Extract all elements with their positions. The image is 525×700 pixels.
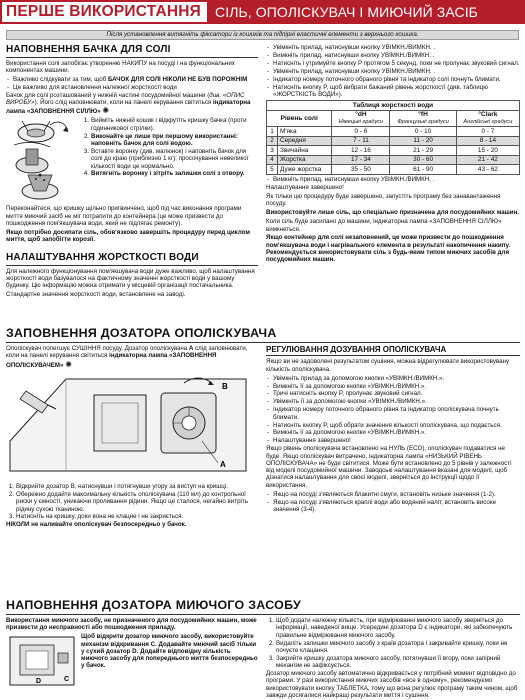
detergent-auto-note: Дозатор миючого засобу автоматично відкривається у потрібний момент відповідно до програми. У разі використання миючих засобів «все в одному», рекомендуємо використовувати кнопку ТАБЛЕТКА, тому що вона регулює програму таким чином, щоб завжди досягалися найкращі результати миття і сушіння.	[266, 669, 518, 699]
detergent-warning: Використання миючого засобу, не призначеного для посудомийних машин, може призвести до несправності або пошкодження приладу.	[6, 617, 257, 632]
page-title: ПЕРШЕ ВИКОРИСТАННЯ	[2, 2, 207, 22]
hardness-done: Налаштування завершено!	[266, 184, 344, 192]
hardness-title: НАЛАШТУВАННЯ ЖОРСТКОСТІ ВОДИ	[6, 252, 258, 266]
detergent-step: 2. Видаліть залишки миючого засобу з країв дозатора і закривайте кришку, поки не почуєте клацання.	[268, 639, 508, 654]
hardness-p1: Для належного функціонування пом'якшувача води дуже важливо, щоб налаштування жорсткості води базувалося на фактичному значенні жорсткості води у вашому будинку. Цю інформацію можна отримати у місцевій організації постачальника.	[6, 267, 255, 290]
table-row: 2 Середня 7 - 11 11 - 20 8 - 14	[267, 136, 520, 146]
salt-bullet: - Важливо слідкувати за тим, щоб БАЧОК ДЛЯ СОЛІ НІКОЛИ НЕ БУВ ПОРОЖНІМ	[6, 76, 258, 83]
salt-step: 4. Витягніть воронку і зітріть залишки солі з отвору.	[83, 170, 245, 178]
table-header-level: Рівень солі	[267, 110, 332, 126]
rinse-dispenser-illustration	[6, 371, 256, 481]
hardness-step: - Натисніть і утримуйте кнопку P протягом 5 секунд, поки не пролунає звуковий сигнал.	[266, 60, 520, 67]
salt-step: 1. Вийміть нижній кошик і відкрутіть кришку бачка (проти годинникової стрілки).	[83, 117, 247, 132]
hardness-step: - Вимкніть прилад, натиснувши кнопку УВІМКН./ВИМКН. .	[266, 52, 520, 59]
salt-bullet: - Це важливо для встановлення належної жорсткості води	[6, 84, 258, 91]
rinse-adjust-step: - Тричі натисніть кнопку P, пролунає звуковий сигнал.	[266, 390, 520, 397]
rinse-step: 1. Відкрийте дозатор B, натиснувши і потягнувши угору за виступ на кришці.	[8, 482, 228, 490]
detergent-box-row	[6, 633, 258, 689]
rinse-adjust-step: - Вимкніть її за допомогою кнопки «УВІМКН./ВИМКН.».	[266, 429, 520, 436]
hardness-step: - Натисніть кнопку P, щоб вибрати бажаний рівень жорсткості (див. таблицю «ЖОРСТКІСТЬ ВОДИ»).	[266, 84, 520, 99]
label-d: D	[36, 678, 42, 686]
hardness-indicator-off: Коли сіль буде засипано до машини, індикаторна лампа «ЗАПОВНЕННЯ СІЛЛЮ» вимкнеться.	[266, 218, 502, 233]
detergent-dispenser-illustration	[6, 633, 78, 689]
salt-intro: Використання солі запобігає утворенню НАКИПУ на посуді і на функціональних компонентах машини.	[6, 59, 235, 75]
hardness-warning: Якщо контейнер для солі незаповнений, це може призвести до пошкодження пом'якшувача води і нагрівального елемента в результаті накопичення накипу. Рекомендується використовувати сіль з будь-яким типом миючих засобів для посудомийних машин.	[266, 234, 511, 264]
hardness-step: - Вимкніть прилад, натиснувши кнопку УВІМКН./ВИМКН. .	[266, 176, 520, 183]
table-header-clark: °Clark Англійські градуси	[456, 110, 519, 126]
table-row: 4 Жорстка 17 - 34 30 - 60 21 - 42	[267, 155, 520, 165]
rinse-intro: Ополіскувач полегшує СУШІННЯ посуду. Дозатор ополіскувача A слід заповнювати, коли на панелі керування світиться індикаторна лампа «ЗАПОВНЕННЯ ОПОЛІСКУВАЧЕМ» ✺	[6, 345, 248, 369]
detergent-step: 3. Закрийте кришку дозатора миючого засобу, потягнувши її вгору, поки запірний механізм не зафіксується.	[268, 654, 501, 670]
detergent-steps	[266, 617, 520, 669]
rinse-section	[6, 345, 258, 593]
hardness-step: - Індикатор номеру поточного обраного рівня та індикатор солі почнуть блимати.	[266, 76, 520, 83]
water-hardness-table	[266, 100, 520, 175]
rinse-title: ЗАПОВНЕННЯ ДОЗАТОРА ОПОЛІСКУВАЧА	[6, 326, 520, 343]
rinse-adjust-title: РЕГУЛЮВАННЯ ДОЗУВАННЯ ОПОЛІСКУВАЧА	[266, 345, 520, 356]
rinse-adjust-step: - Увімкніть прилад за допомогою кнопки «УВІМКН./ВИМКН.».	[266, 375, 520, 382]
salt-container-illustration	[6, 117, 78, 205]
rinse-title-bar	[6, 326, 520, 343]
rinse-steps	[6, 483, 258, 521]
label-b: B	[222, 381, 228, 391]
table-row: 3 Звичайна 12 - 16 21 - 29 15 - 20	[267, 146, 520, 156]
hardness-section	[266, 44, 520, 322]
salt-location: Бачок для солі розташований у нижній частині посудомийної машини (див. «ОПИС ВИРОБУ»). Його слід наповнювати, коли на панелі керування світиться індикаторна лампа «ЗАПОВНЕННЯ СІЛЛЮ» ✺	[6, 91, 251, 116]
rinse-adjust-tip: - Якщо на посуді з'являються блакитні смуги, встановіть низьке значення (1-2).	[266, 491, 520, 498]
rinse-adjust-intro: Якщо ви не задоволені результатом сушіння, можна відрегулювати використовувану кількість ополіскувача.	[266, 358, 510, 373]
hardness-after-steps	[266, 176, 520, 183]
rinse-adjust-step: - Індикатор номеру поточного обраного рівня та індикатор ополіскувача почнуть блимати.	[266, 406, 520, 421]
hardness-salt-only: Використовуйте лише сіль, що спеціально призначена для посудомийних машин.	[266, 209, 520, 217]
rinse-warning: НІКОЛИ не наливайте ополіскувач безпосередньо у бачок.	[6, 521, 187, 529]
table-header-fh: °fH Французькі градуси	[390, 110, 456, 126]
rinse-adjust-step: - Налаштування завершено!	[266, 437, 520, 444]
rinse-step: 3. Натисніть на кришку, доки вона не клацне і не закриється.	[8, 513, 184, 521]
salt-step: 2. Виконайте це лише при першому використанні: наповніть бачок для солі водою.	[83, 132, 238, 148]
label-a: A	[220, 459, 226, 469]
detergent-title-bar	[6, 598, 520, 615]
page-header	[0, 0, 525, 24]
installation-note: Після установлення витягніть фіксатори із кошиків та підпірні еластичні елементи з верхнього кошика.	[6, 30, 519, 40]
rinse-adjust-step: - Вимкніть її за допомогою кнопки «УВІМКН./ВИМКН.».	[266, 383, 520, 390]
rinse-adjust-note: Якщо рівень ополіскувача встановлено на НУЛЬ (ECO), ополіскувач подаватися не буде. Якщо ополіскувач витрачено, індикаторна лампа «НИЗЬКИЙ РІВЕНЬ ОПОЛІСКУВАЧА» не буде світитися. Може бути встановлено до 5 рівнів у залежності від моделі посудомийної машини. Заводські налаштування вказані для моделі, щоб дізнатися налаштування для своєї моделі, зверніться до інструкції щодо її використання.	[266, 445, 512, 489]
detergent-box-text: Щоб відкрити дозатор миючого засобу, використовуйте механізм відкривання C. Додавайте миючий засіб тільки у сухий дозатор D. Додайте відповідну кількість миючого засобу для попереднього миття безпосередньо у бачок.	[81, 633, 258, 670]
hardness-p2: Стандартне значення жорсткості води, встановлене на заводі.	[6, 291, 186, 299]
salt-warning: Якщо потрібно досипати сіль, обов'язково завершіть процедуру перед циклом миття, щоб запобігти корозії.	[6, 229, 250, 244]
rinse-adjust-steps	[266, 375, 520, 445]
rinse-adjust-section	[266, 345, 520, 593]
rinse-adjust-step: - Натисніть кнопку P, щоб обрати значення кількості ополіскувача, що подається.	[266, 422, 520, 429]
table-row: 5 Дуже жорстка 35 - 50 61 - 90 43 - 62	[267, 165, 520, 175]
detergent-left	[6, 617, 258, 697]
detergent-right	[266, 617, 520, 699]
table-caption: Таблиця жорсткості води	[267, 101, 520, 111]
rinse-adjust-tip: - Якщо на посуді з'являються краплі води або водяний наліт, встановіть високе значення (3-4).	[266, 499, 520, 514]
salt-step: 3. Вставте воронку (див. малюнок) і наповніть бачок для солі до краю (приблизно 1 кг); просочування невеликої кількості води це нормально.	[83, 147, 249, 170]
rinse-step: 2. Обережно додайте максимальну кількість ополіскувача (110 мл) до контрольної риски у ємності, уникаючи проливання рідини. Якщо це сталося, негайно витріть рідину сухою тканиною.	[8, 490, 248, 513]
page-subtitle: СІЛЬ, ОПОЛІСКУВАЧ І МИЮЧИЙ ЗАСІБ	[215, 3, 478, 20]
rinse-adjust-tips	[266, 491, 520, 514]
salt-section	[6, 44, 258, 248]
salt-title: НАПОВНЕННЯ БАЧКА ДЛЯ СОЛІ	[6, 44, 258, 58]
salt-steps	[81, 117, 258, 205]
label-c: C	[64, 676, 70, 684]
hardness-run-program: Як тільки цю процедуру буде завершено, запустіть програму без занавантаження посуду.	[266, 193, 501, 208]
rinse-adjust-step: - Увімкніть її за допомогою кнопки «УВІМКН./ВИМКН.».	[266, 398, 520, 405]
table-row: 1 М'яка 0 - 6 0 - 10 0 - 7	[267, 127, 520, 137]
table-header-dh: °dH Німецькі градуси	[332, 110, 390, 126]
salt-cap-note: Переконайтеся, що кришку щільно пригвинчено, щоб під час виконання програми миття миючий засіб не міг потрапити до контейнера (це може призвести до пошкодження пом'якшувача води, який не підлягає ремонту).	[6, 205, 242, 228]
detergent-step: 1. Щоб додати належну кількість, при відмірюванні миючого засобу зверніться до інформації, наведеної вище. Усередині дозатора D є індикатори, які забезпечують правильне відмірювання миючого засобу.	[268, 617, 513, 639]
detergent-title: НАПОВНЕННЯ ДОЗАТОРА МИЮЧОГО ЗАСОБУ	[6, 598, 520, 615]
salt-bullets	[6, 76, 258, 91]
hardness-intro	[6, 252, 258, 318]
hardness-step: - Увімкніть прилад, натиснувши кнопку УВІМКН./ВИМКН. .	[266, 68, 520, 75]
salt-steps-row	[6, 117, 258, 205]
hardness-step: - Увімкніть прилад, натиснувши кнопку УВІМКН./ВИМКН. .	[266, 44, 520, 51]
hardness-steps	[266, 44, 520, 98]
